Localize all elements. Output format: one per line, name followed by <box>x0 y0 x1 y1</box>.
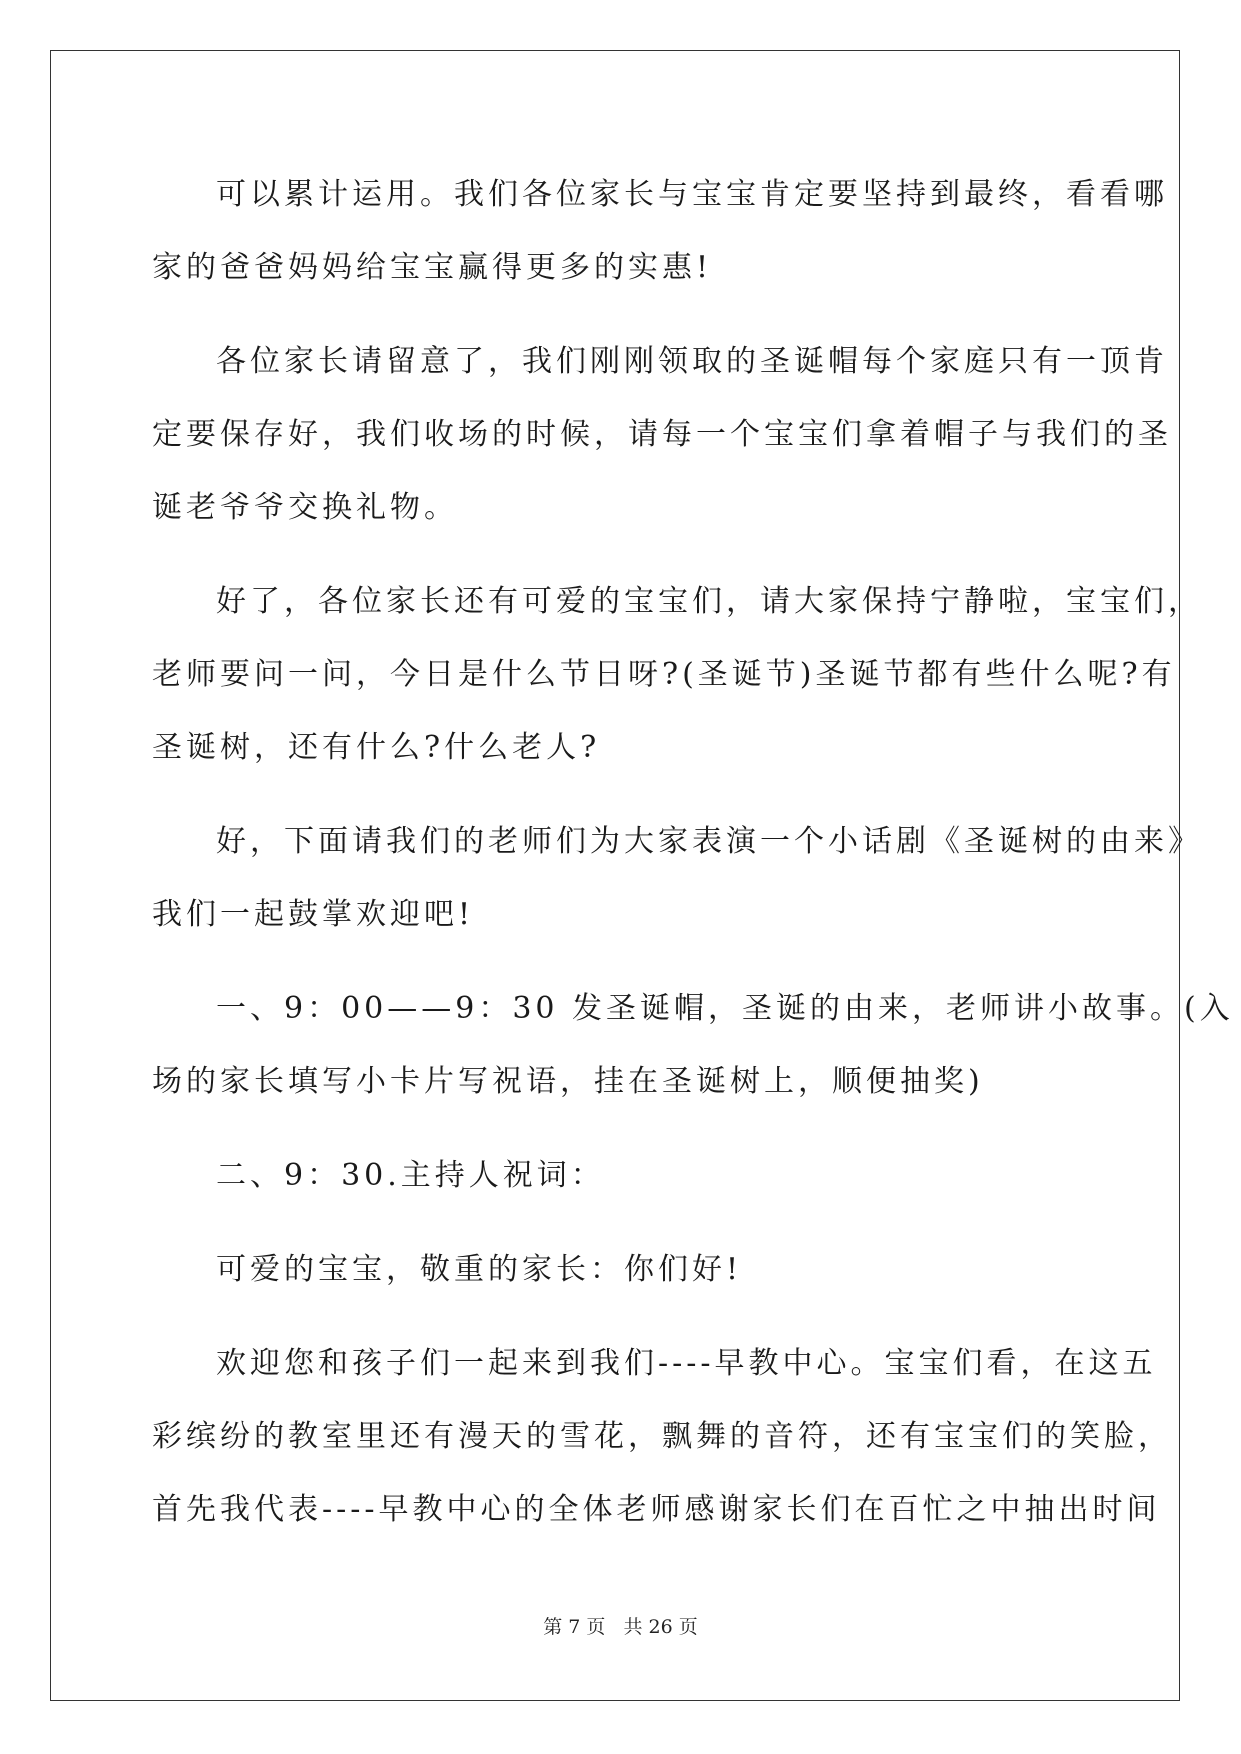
text-line: 老师要问一问，今日是什么节日呀?(圣诞节)圣诞节都有些什么呢?有 <box>152 657 1176 692</box>
text-line: 首先我代表----早教中心的全体老师感谢家长们在百忙之中抽出时间 <box>152 1492 1161 1527</box>
text-line: 我们一起鼓掌欢迎吧! <box>152 897 475 932</box>
text-line: 一、9：00——9：30 发圣诞帽，圣诞的由来，老师讲小故事。(入 <box>216 991 1234 1026</box>
page-footer <box>0 1612 1241 1639</box>
text-line: 圣诞树，还有什么?什么老人? <box>152 730 601 765</box>
page-total: 共 26 页 <box>623 1616 698 1638</box>
text-line: 好，下面请我们的老师们为大家表演一个小话剧《圣诞树的由来》 <box>216 824 1202 859</box>
paragraph-6 <box>152 1139 1092 1212</box>
text-line: 定要保存好，我们收场的时候，请每一个宝宝们拿着帽子与我们的圣 <box>152 417 1172 452</box>
text-line: 欢迎您和孩子们一起来到我们----早教中心。宝宝们看，在这五 <box>216 1346 1157 1381</box>
text-line: 可爱的宝宝，敬重的家长：你们好! <box>216 1252 743 1287</box>
paragraph-4 <box>152 805 1202 951</box>
paragraph-8 <box>152 1327 1172 1546</box>
page-number: 第 7 页 <box>543 1616 606 1638</box>
text-line: 家的爸爸妈妈给宝宝赢得更多的实惠! <box>152 250 713 285</box>
paragraph-2 <box>152 325 1172 544</box>
text-line: 彩缤纷的教室里还有漫天的雪花，飘舞的音符，还有宝宝们的笑脸， <box>152 1419 1172 1454</box>
paragraph-5 <box>152 972 1234 1118</box>
paragraph-3 <box>152 565 1202 784</box>
text-line: 可以累计运用。我们各位家长与宝宝肯定要坚持到最终，看看哪 <box>216 177 1168 212</box>
text-line: 好了，各位家长还有可爱的宝宝们，请大家保持宁静啦，宝宝们， <box>216 584 1202 619</box>
text-line: 二、9：30.主持人祝词： <box>216 1158 605 1193</box>
document-body <box>152 158 1234 1567</box>
text-line: 场的家长填写小卡片写祝语，挂在圣诞树上，顺便抽奖) <box>152 1064 984 1099</box>
paragraph-1 <box>152 158 1168 304</box>
paragraph-7 <box>152 1233 1092 1306</box>
text-line: 诞老爷爷交换礼物。 <box>152 490 458 525</box>
text-line: 各位家长请留意了，我们刚刚领取的圣诞帽每个家庭只有一顶肯 <box>216 344 1168 379</box>
